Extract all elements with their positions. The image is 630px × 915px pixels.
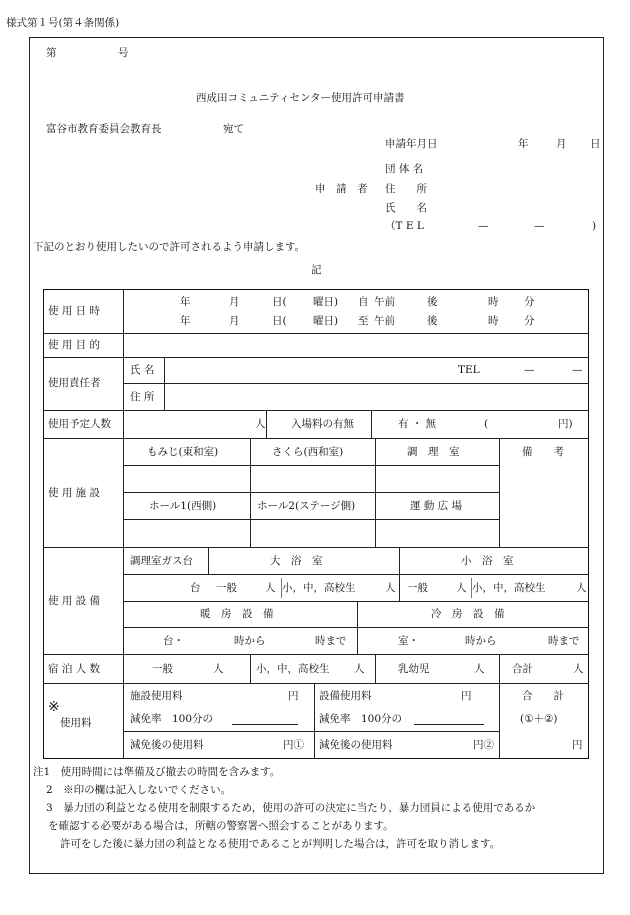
heating-units: 台・: [163, 635, 184, 647]
row-line: [123, 383, 588, 384]
date-to-day-unit: 日(: [272, 315, 287, 327]
small-bath-adult: 一般: [407, 582, 428, 594]
equipment-fee-subtotal: 円②: [473, 739, 494, 751]
facility-fee-after-discount: 減免後の使用料: [130, 739, 204, 751]
lodging-adult-unit: 人: [213, 663, 224, 675]
large-bath-students: 小，中，高校生: [282, 582, 356, 594]
date-to-month-unit: 月: [229, 315, 240, 327]
row-line: [123, 519, 499, 520]
responsible-tel-dash-2: —: [572, 364, 583, 376]
small-bath-students: 小，中，高校生: [472, 582, 546, 594]
applicant-name-label: 氏 名: [385, 202, 427, 214]
expected-attendance-label: 使用予定人数: [48, 418, 111, 430]
responsible-person-label: 使用責任者: [48, 377, 101, 389]
row-line: [123, 601, 588, 602]
note-3-continued: を確認する必要がある場合は，所轄の警察署へ照会することがあります。: [48, 820, 394, 832]
date-to-marker: 至: [358, 315, 369, 327]
note-1: 注1 使用時間には準備及び撤去の時間を含みます。: [33, 766, 281, 778]
applicant-label: 申 請 者: [315, 183, 368, 195]
equipment-discount-underline: [414, 724, 484, 725]
date-from-marker: 自: [358, 296, 369, 308]
ki-label: 記: [311, 264, 322, 276]
addressee: 富谷市教育委員会教育長: [46, 123, 162, 135]
date-from-year-unit: 年: [180, 296, 191, 308]
row-line: [44, 683, 588, 684]
applicant-tel-dash-1: —: [478, 220, 489, 232]
responsible-address-label: 住 所: [130, 391, 155, 403]
cooling-from: 時から: [465, 635, 497, 647]
application-date-label: 申請年月日: [385, 138, 438, 150]
facility-momiji: もみじ(東和室): [147, 446, 219, 458]
request-statement: 下記のとおり使用したいので許可されるよう申請します。: [33, 241, 306, 253]
dotted-divider: [281, 578, 282, 598]
date-to-hour-unit: 時: [488, 315, 499, 327]
row-line: [44, 410, 588, 411]
date-day-unit: 日: [590, 138, 601, 150]
row-line: [44, 654, 588, 655]
usage-purpose-label: 使 用 目 的: [48, 339, 101, 351]
date-to-am: 午前: [374, 315, 395, 327]
usage-fee-label: 使用料: [60, 717, 92, 729]
facility-hall-2: ホール2(ステージ側): [257, 500, 356, 512]
date-to-weekday-unit: 曜日): [313, 315, 339, 327]
document-number-dai: 第: [46, 47, 57, 59]
lodging-adult: 一般: [152, 663, 173, 675]
facility-kitchen: 調 理 室: [407, 446, 460, 458]
heating-to: 時まで: [315, 635, 347, 647]
col-line: [499, 438, 500, 547]
document-number-go: 号: [118, 47, 129, 59]
col-line: [266, 410, 267, 438]
form-number: 様式第１号(第４条関係): [6, 17, 120, 29]
date-year-unit: 年: [518, 138, 529, 150]
office-use-mark: ※: [48, 699, 60, 715]
date-from-am: 午前: [374, 296, 395, 308]
col-line: [375, 438, 376, 547]
row-line: [44, 547, 588, 548]
row-line: [123, 465, 499, 466]
row-line: [123, 731, 499, 732]
facility-discount-rate: 減免率 100分の: [130, 713, 214, 725]
applicant-tel-dash-2: —: [534, 220, 545, 232]
date-from-weekday-unit: 曜日): [313, 296, 339, 308]
responsible-tel-dash-1: —: [524, 364, 535, 376]
date-month-unit: 月: [556, 138, 567, 150]
note-2: 2 ※印の欄は記入しないでください。: [46, 784, 232, 796]
large-bath-adult: 一般: [216, 582, 237, 594]
equipment-label: 使 用 設 備: [48, 595, 101, 607]
col-line: [375, 654, 376, 683]
col-line: [164, 357, 165, 410]
fee-total-formula: (①＋②): [520, 713, 558, 725]
applicant-tel-label: （T E L: [385, 220, 424, 232]
usage-date-label: 使 用 日 時: [48, 305, 101, 317]
responsible-tel-label: TEL: [458, 364, 480, 376]
date-to-year-unit: 年: [180, 315, 191, 327]
small-bath-adult-unit: 人: [456, 582, 467, 594]
note-3: 3 暴力団の利益となる使用を制限するため，使用の許可の決定に当たり，暴力団員による使用であるか: [46, 802, 536, 814]
facility-fee-subtotal: 円①: [283, 739, 304, 751]
lodging-total: 合計: [512, 663, 533, 675]
dotted-divider: [471, 578, 472, 598]
facility-plaza: 運 動 広 場: [410, 500, 463, 512]
facility-fee-yen: 円: [288, 690, 299, 702]
col-line: [499, 654, 500, 758]
admission-fee-label: 入場料の有無: [291, 418, 354, 430]
equipment-large-bath: 大 浴 室: [270, 555, 323, 567]
col-line: [208, 547, 209, 574]
lodging-students: 小，中，高校生: [256, 663, 330, 675]
cooling-to: 時まで: [548, 635, 580, 647]
addressee-honorific: 宛て: [223, 123, 244, 135]
cooling-rooms: 室・: [398, 635, 419, 647]
admission-options: 有 ・ 無: [398, 418, 437, 430]
responsible-name-label: 氏 名: [130, 364, 155, 376]
equipment-fee-after-discount: 減免後の使用料: [319, 739, 393, 751]
date-from-month-unit: 月: [229, 296, 240, 308]
date-from-hour-unit: 時: [488, 296, 499, 308]
col-line: [250, 654, 251, 683]
facility-label: 使 用 施 設: [48, 487, 101, 499]
col-line: [371, 410, 372, 438]
lodging-total-unit: 人: [573, 663, 584, 675]
large-bath-adult-unit: 人: [265, 582, 276, 594]
applicant-tel-close: ): [592, 220, 597, 232]
col-line: [357, 601, 358, 654]
small-bath-students-unit: 人: [576, 582, 587, 594]
application-table: [43, 289, 589, 759]
heating-from: 時から: [234, 635, 266, 647]
col-line: [314, 683, 315, 758]
org-name-label: 団 体 名: [385, 163, 424, 175]
large-bath-students-unit: 人: [385, 582, 396, 594]
facility-remarks: 備 考: [522, 446, 564, 458]
equipment-small-bath: 小 浴 室: [461, 555, 514, 567]
applicant-address-label: 住 所: [385, 183, 427, 195]
date-from-day-unit: 日(: [272, 296, 287, 308]
fee-total-label: 合 計: [522, 690, 564, 702]
row-line: [44, 357, 588, 358]
fee-total-yen: 円: [572, 739, 583, 751]
col-line: [123, 290, 124, 758]
row-line: [123, 574, 588, 575]
cooling-label: 冷 房 設 備: [431, 608, 505, 620]
equipment-fee-yen: 円: [461, 690, 472, 702]
equipment-discount-rate: 減免率 100分の: [319, 713, 403, 725]
lodging-infant-unit: 人: [474, 663, 485, 675]
lodging-label: 宿 泊 人 数: [48, 663, 101, 675]
facility-fee-label: 施設使用料: [130, 690, 183, 702]
gas-stove-unit: 台: [190, 582, 201, 594]
col-line: [399, 547, 400, 601]
date-from-minute-unit: 分: [524, 296, 535, 308]
date-to-minute-unit: 分: [524, 315, 535, 327]
row-line: [44, 438, 588, 439]
equipment-fee-label: 設備使用料: [319, 690, 372, 702]
lodging-infant: 乳幼児: [398, 663, 430, 675]
facility-hall-1: ホール1(西側): [149, 500, 217, 512]
admission-yen-unit: 円): [558, 418, 573, 430]
heating-label: 暖 房 設 備: [200, 608, 274, 620]
equipment-gas-stove: 調理室ガス台: [130, 555, 193, 567]
date-from-pm: 後: [427, 296, 438, 308]
note-3-revocation: 許可をした後に暴力団の利益となる使用であることが判明した場合は，許可を取り消します。: [60, 838, 501, 850]
admission-paren-open: (: [484, 418, 489, 430]
row-line: [123, 627, 588, 628]
row-line: [44, 333, 588, 334]
facility-discount-underline: [232, 724, 298, 725]
facility-sakura: さくら(西和室): [272, 446, 344, 458]
col-line: [250, 438, 251, 547]
date-to-pm: 後: [427, 315, 438, 327]
page-title: 西成田コミュニティセンター使用許可申請書: [196, 92, 405, 104]
attendance-unit: 人: [255, 418, 266, 430]
lodging-students-unit: 人: [354, 663, 365, 675]
row-line: [123, 492, 499, 493]
